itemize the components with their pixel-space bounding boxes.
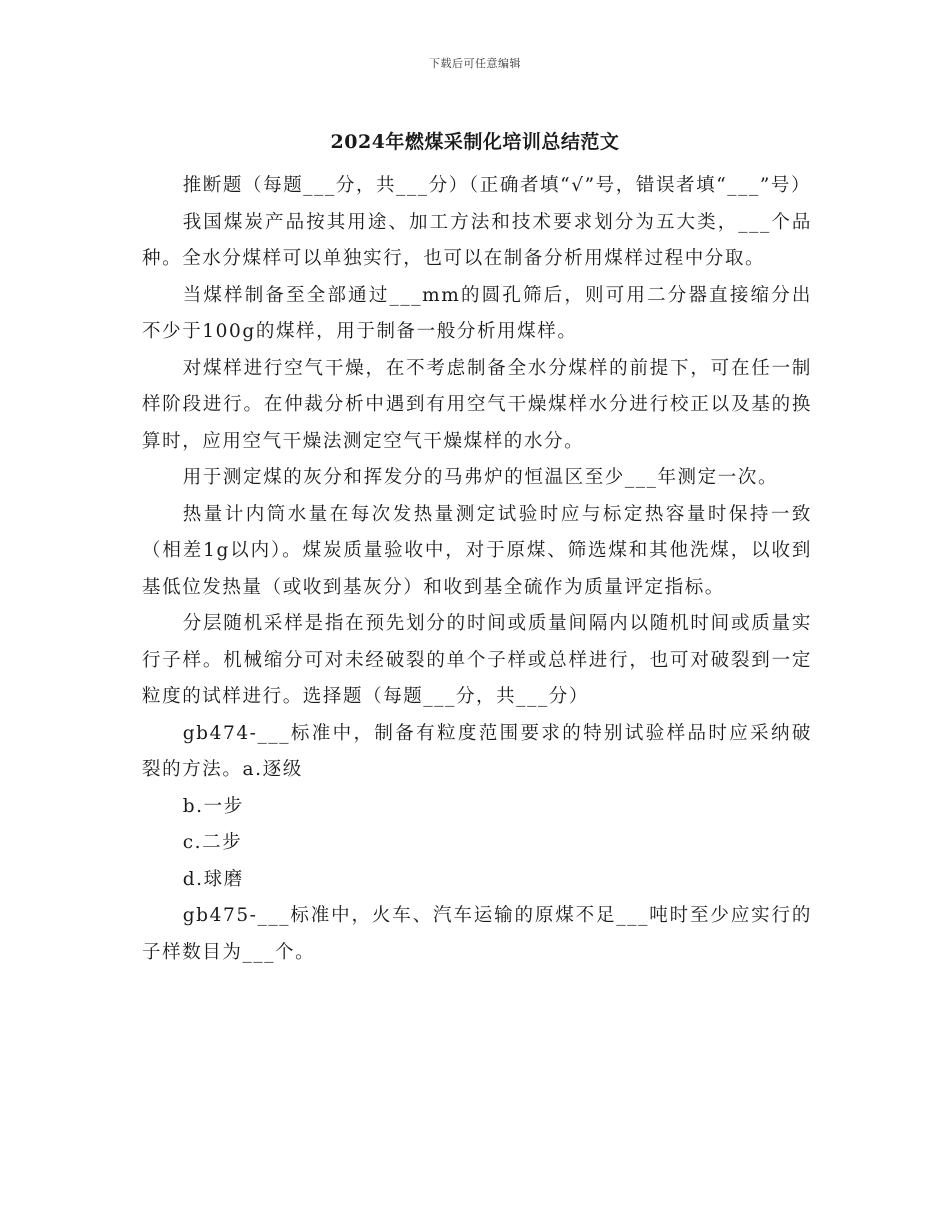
paragraph-calorimeter: 热量计内筒水量在每次发热量测定试验时应与标定热容量时保持一致（相差1g以内）。煤炭质量验收中，对于原煤、筛选煤和其他洗煤，以收到基低位发热量（或收到基灰分）和收到基全硫作为质量评定指标。 [142,503,812,598]
paragraph-muffle-furnace: 用于测定煤的灰分和挥发分的马弗炉的恒温区至少___年测定一次。 [182,467,779,488]
paragraph-judgment-intro: 推断题（每题___分，共___分）（正确者填“√”号，错误者填“___”号） [182,175,812,196]
header-note: 下载后可任意编辑 [429,57,521,70]
paragraph-gb475-question: gb475-___标准中，火车、汽车运输的原煤不足___吨时至少应实行的子样数目为___个。 [142,905,812,963]
paragraph-stratified-sampling: 分层随机采样是指在预先划分的时间或质量间隔内以随机时间或质量实行子样。机械缩分可对未经破裂的单个子样或总样进行，也可对破裂到一定粒度的试样进行。选择题（每题___分，共___分） [142,613,812,707]
paragraph-air-drying: 对煤样进行空气干燥，在不考虑制备全水分煤样的前提下，可在任一制样阶段进行。在仲裁分析中遇到有用空气干燥煤样水分进行校正以及基的换算时，应用空气干燥法测定空气干燥煤样的水分。 [142,357,812,452]
paragraph-coal-categories: 我国煤炭产品按其用途、加工方法和技术要求划分为五大类，___个品种。全水分煤样可以单独实行，也可以在制备分析用煤样过程中分取。 [142,211,812,269]
option-d: d.球磨 [182,868,244,890]
document-body [142,168,812,971]
option-b: b.一步 [182,795,244,817]
paragraph-sieve-division: 当煤样制备至全部通过___mm的圆孔筛后，则可用二分器直接缩分出不少于100g的煤样，用于制备一般分析用煤样。 [142,284,812,342]
paragraph-gb474-question: gb474-___标准中，制备有粒度范围要求的特别试验样品时应采纳破裂的方法。a.逐级 [142,722,812,780]
option-c: c.二步 [182,832,243,853]
document-title: 2024年燃煤采制化培训总结范文 [330,131,620,153]
